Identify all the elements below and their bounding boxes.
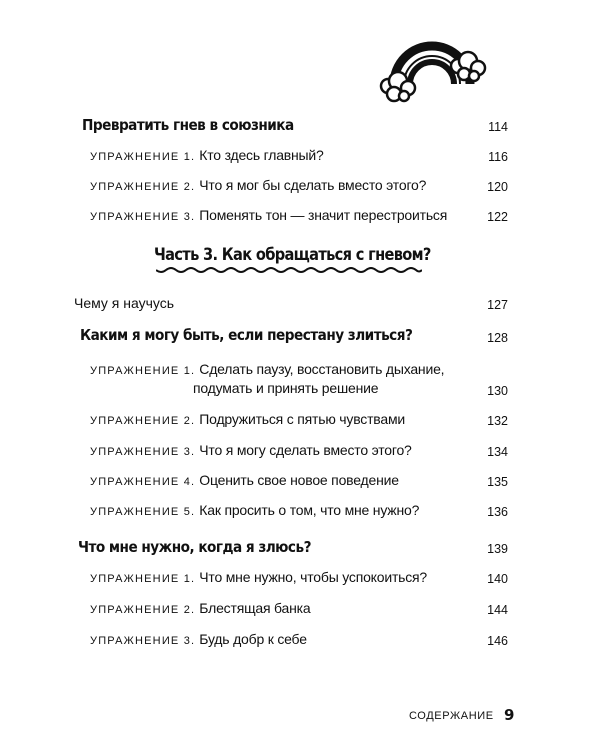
toc-exercise [90,207,447,223]
toc-exercise [90,411,405,427]
toc-page-number: 135 [487,475,508,489]
toc-page-number: 128 [487,331,508,345]
page-number: 9 [504,706,515,724]
toc-page-number: 140 [487,572,508,586]
toc-exercise [90,631,307,647]
exercise-text: Блестящая банка [199,600,311,616]
toc-page-number: 139 [487,542,508,556]
toc-page-number: 134 [487,445,508,459]
exercise-text: Что я мог бы сделать вместо этого? [199,177,427,193]
toc-section-title: Что мне нужно, когда я злюсь? [78,538,311,556]
toc-exercise [90,569,427,585]
toc-page-number: 146 [487,634,508,648]
exercise-label: УПРАЖНЕНИЕ 4. [90,476,196,488]
toc-exercise [90,361,444,377]
part-title-underline [156,266,422,276]
exercise-label: УПРАЖНЕНИЕ 1. [90,151,196,163]
exercise-label: УПРАЖНЕНИЕ 1. [90,365,196,377]
exercise-text: Кто здесь главный? [199,147,324,163]
exercise-label: УПРАЖНЕНИЕ 2. [90,604,196,616]
part-title: Часть 3. Как обращаться с гневом? [154,245,431,265]
toc-page-number: 122 [487,210,508,224]
exercise-label: УПРАЖНЕНИЕ 1. [90,573,196,585]
exercise-text: Будь добр к себе [199,631,307,647]
toc-exercise [90,502,419,518]
exercise-text: Подружиться с пятью чувствами [199,411,406,427]
toc-page-number: 136 [487,505,508,519]
exercise-label: УПРАЖНЕНИЕ 3. [90,211,196,223]
running-footer: СОДЕРЖАНИЕ [409,710,494,722]
toc-exercise [90,177,426,193]
exercise-text: Что я могу сделать вместо этого? [199,442,412,458]
exercise-label: УПРАЖНЕНИЕ 3. [90,446,196,458]
toc-page-number: 114 [488,120,508,134]
toc-exercise [90,147,324,163]
exercise-label: УПРАЖНЕНИЕ 5. [90,506,196,518]
toc-section-title: Превратить гнев в союзника [82,116,294,134]
exercise-text-continued: подумать и принять решение [193,380,379,396]
toc-page-number: 132 [487,414,508,428]
toc-section-title: Каким я могу быть, если перестану злиться? [80,326,413,344]
toc-page-number: 144 [487,603,508,617]
exercise-text: Что мне нужно, чтобы успокоиться? [199,569,428,585]
exercise-text: Поменять тон — значит перестроиться [199,207,448,223]
exercise-label: УПРАЖНЕНИЕ 2. [90,415,196,427]
exercise-label: УПРАЖНЕНИЕ 3. [90,635,196,647]
toc-intro: Чему я научусь [74,295,175,311]
toc-page-number: 116 [488,150,508,164]
toc-page-number: 120 [487,180,508,194]
exercise-text: Оценить свое новое поведение [199,472,399,488]
exercise-text: Сделать паузу, восстановить дыхание, [199,361,445,377]
exercise-label: УПРАЖНЕНИЕ 2. [90,181,196,193]
rainbow-icon [372,36,492,106]
exercise-text: Как просить о том, что мне нужно? [199,502,420,518]
toc-exercise [90,472,399,488]
toc-page-number: 130 [487,384,508,398]
toc-exercise [90,442,412,458]
toc-page-number: 127 [487,298,508,312]
toc-exercise [90,600,311,616]
